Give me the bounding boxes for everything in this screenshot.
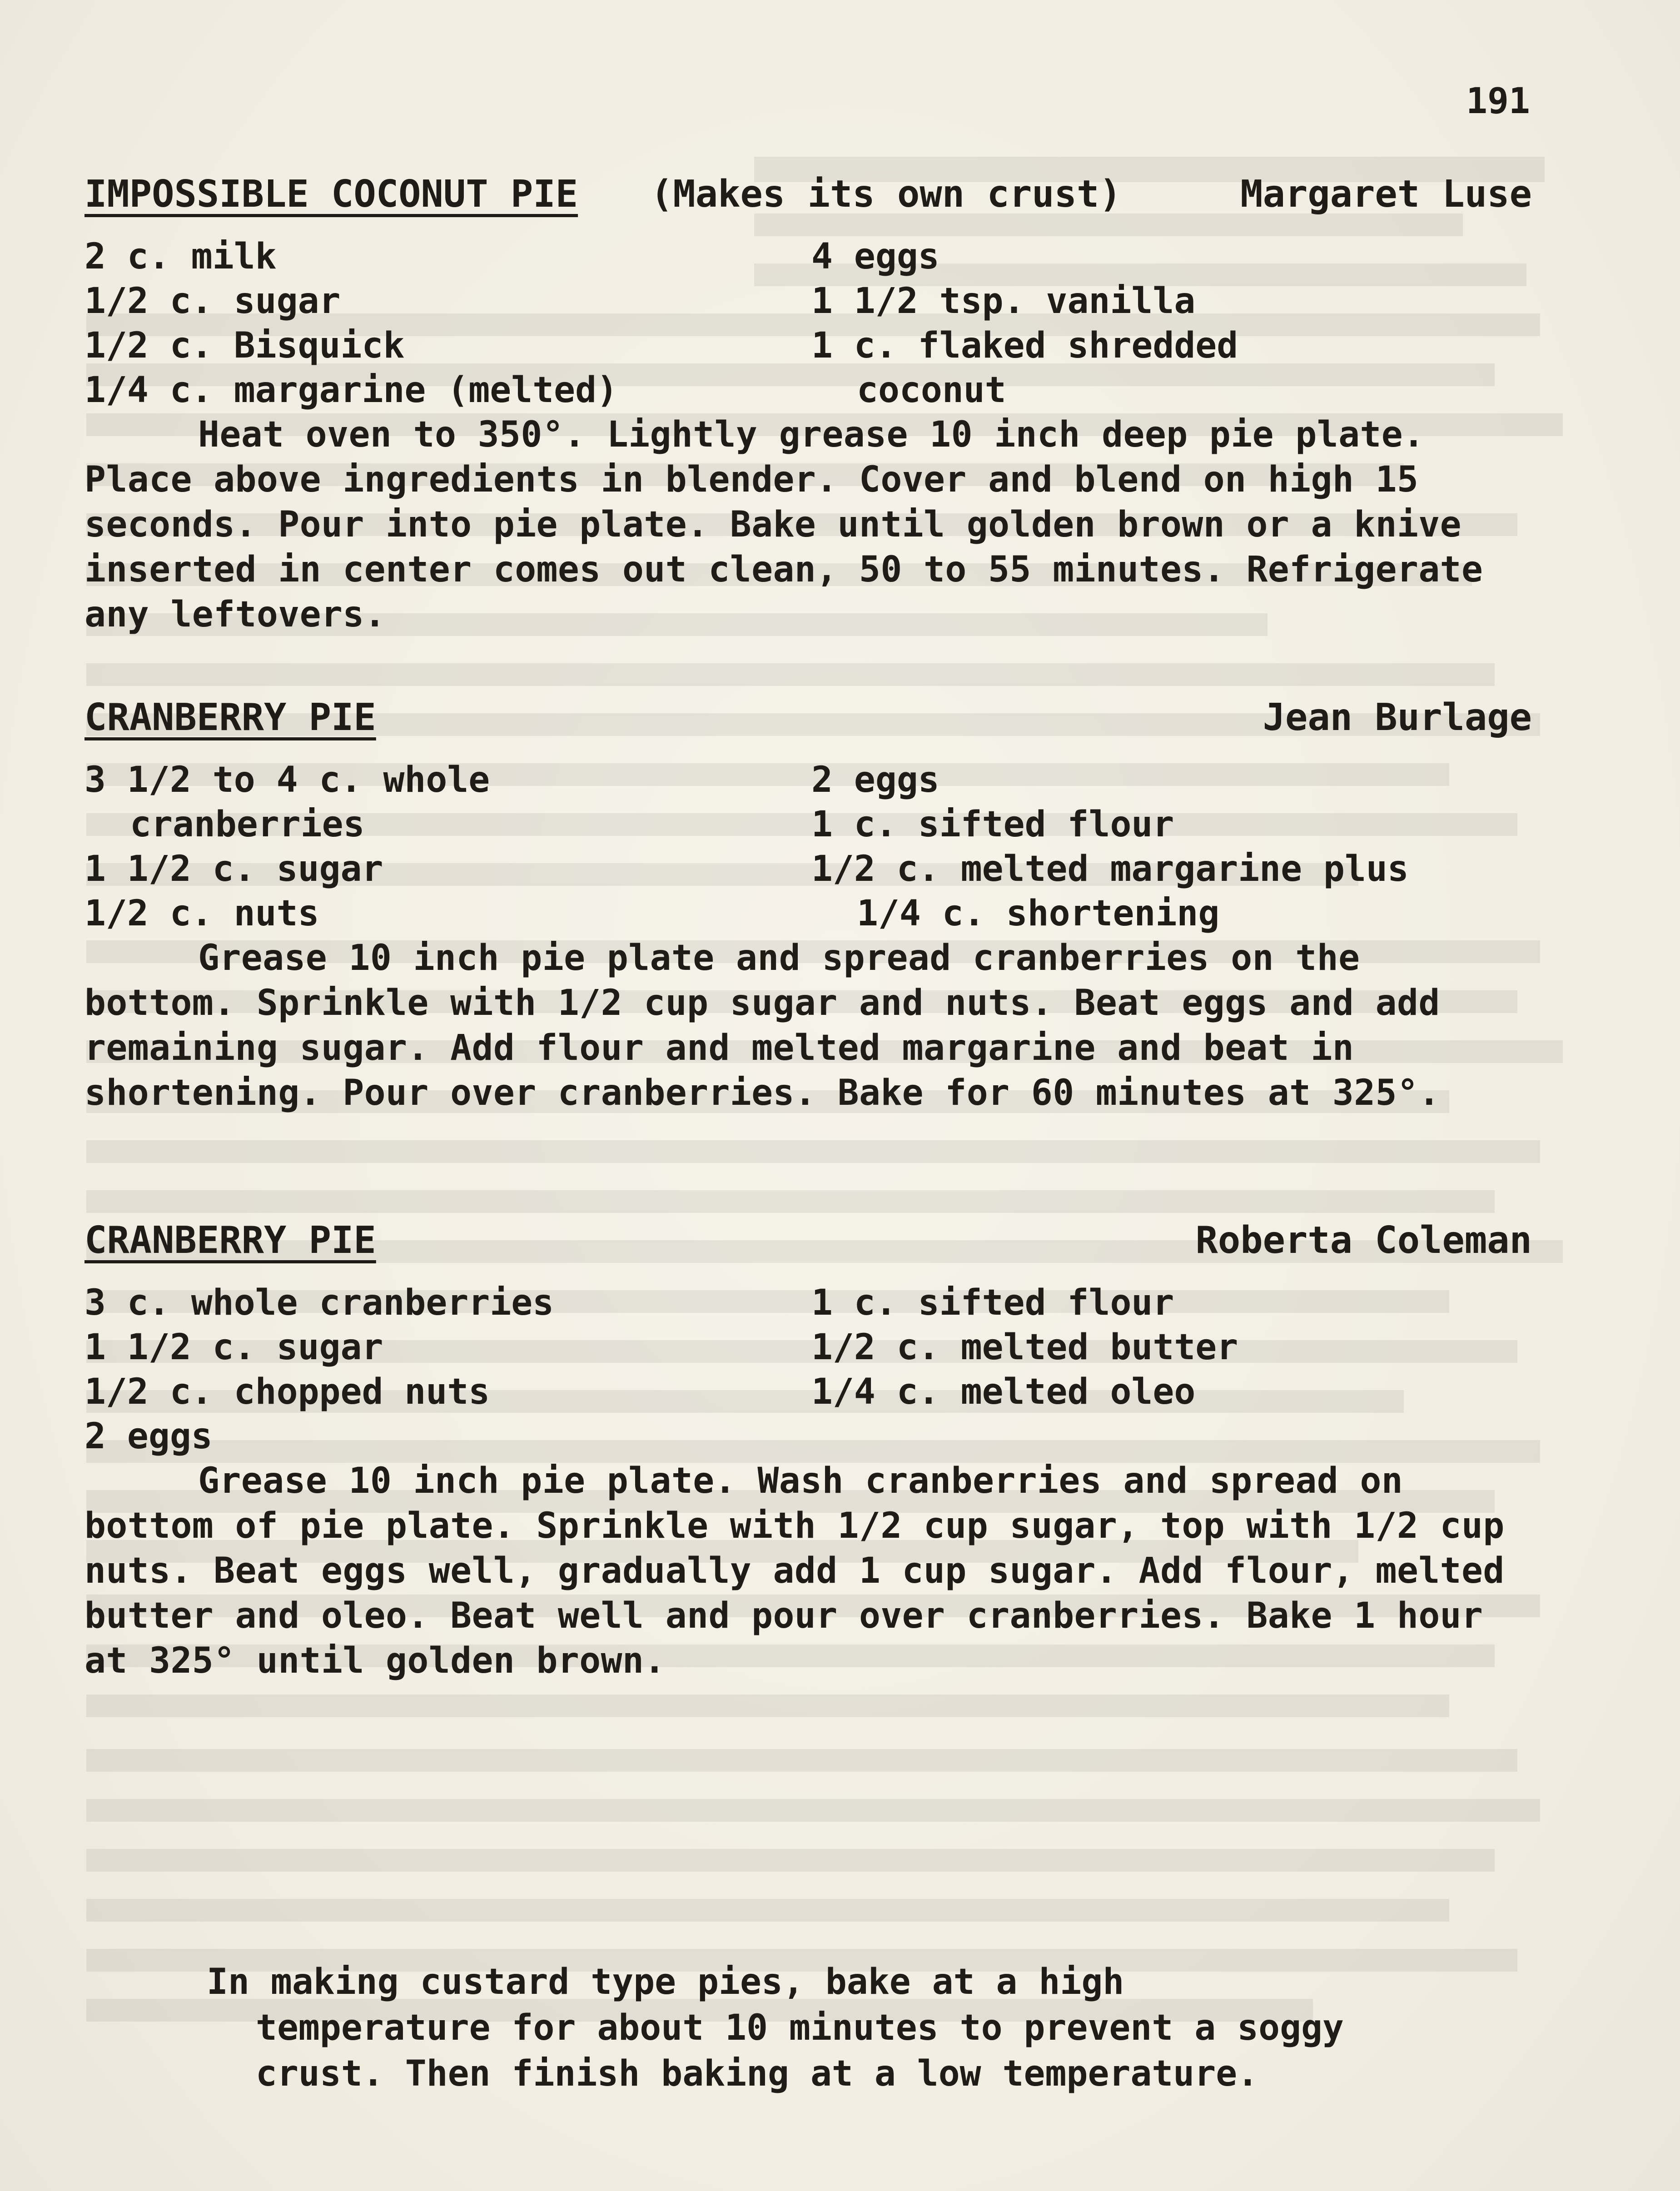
ingredient-item: 1 c. flaked shredded [811,325,1238,366]
recipe-header [84,696,1532,741]
page-number: 191 [1466,81,1530,122]
ingredient-item: 1 1/2 c. sugar [84,849,383,889]
ingredient-item: 2 eggs [811,760,939,800]
recipe-note: (Makes its own crust) [651,173,1122,216]
recipe-author: Margaret Luse [1240,173,1532,216]
ingredient-item: 4 eggs [811,236,939,277]
recipe-instructions: Heat oven to 350°. Lightly grease 10 inch deep pie plate. Place above ingredients in blender. Cover and blend on high 15 seconds. Pour into pie plate. Bake until golden brown or a knive inserted in center comes out clean, 50 to 55 minutes. Refrigerate any leftovers. [84,414,1483,635]
recipe-title: IMPOSSIBLE COCONUT PIE [84,173,578,216]
recipe-cranberry-pie-burlage [84,696,1532,1116]
ingredient-item: 1/2 c. Bisquick [84,325,405,366]
recipe-instructions: Grease 10 inch pie plate and spread cranberries on the bottom. Sprinkle with 1/2 cup sugar and nuts. Beat eggs and add remaining sugar. Add flour and melted margarine and beat in shortening. Pour over cranberries. Bake for 60 minutes at 325°. [84,938,1440,1113]
ingredient-list [84,758,1532,936]
ingredient-item: coconut [857,370,1006,411]
ingredient-item: 2 c. milk [84,236,277,277]
ingredient-item: 3 1/2 to 4 c. whole [84,760,490,800]
recipe-cranberry-pie-coleman [84,1219,1532,1684]
recipe-header [84,1219,1532,1264]
ingredient-item: 2 eggs [84,1416,213,1457]
ingredient-item: 1/2 c. sugar [84,281,341,322]
ingredient-item: cranberries [130,804,365,845]
ingredient-item [811,1414,1532,1459]
recipe-header [84,173,1532,218]
recipe-title: CRANBERRY PIE [84,1219,376,1262]
ingredient-item: 1/4 c. melted oleo [811,1371,1196,1412]
ingredient-item: 1/2 c. chopped nuts [84,1371,490,1412]
ingredient-list [84,234,1532,412]
recipe-title: CRANBERRY PIE [84,696,376,739]
ingredient-item: 1/2 c. melted margarine plus [811,849,1409,889]
ingredient-item: 1/2 c. nuts [84,893,319,934]
recipe-impossible-coconut-pie [84,173,1532,637]
recipe-instructions: Grease 10 inch pie plate. Wash cranberries and spread on bottom of pie plate. Sprinkle with 1/2 cup sugar, top with 1/2 cup nuts. Beat eggs well, gradually add 1 cup sugar. Add flour, melted butter and oleo. Beat well and pour over cranberries. Bake 1 hour at 325° until golden brown. [84,1461,1505,1681]
ingredient-item: 1/2 c. melted butter [811,1327,1238,1368]
baking-tip: In making custard type pies, bake at a high temperature for about 10 minutes to prevent a soggy crust. Then finish baking at a low temperature. [207,1962,1344,2094]
ingredient-item: 1 1/2 c. sugar [84,1327,383,1368]
ingredient-item: 1 c. sifted flour [811,804,1174,845]
ingredient-item: 1 c. sifted flour [811,1282,1174,1323]
recipe-author: Jean Burlage [1262,696,1532,739]
ingredient-item: 1 1/2 tsp. vanilla [811,281,1196,322]
recipe-author: Roberta Coleman [1195,1219,1532,1262]
ingredient-item: 1/4 c. margarine (melted) [84,370,618,411]
ingredient-item: 3 c. whole cranberries [84,1282,554,1323]
ingredient-list [84,1281,1532,1459]
ingredient-item: 1/4 c. shortening [857,893,1220,934]
